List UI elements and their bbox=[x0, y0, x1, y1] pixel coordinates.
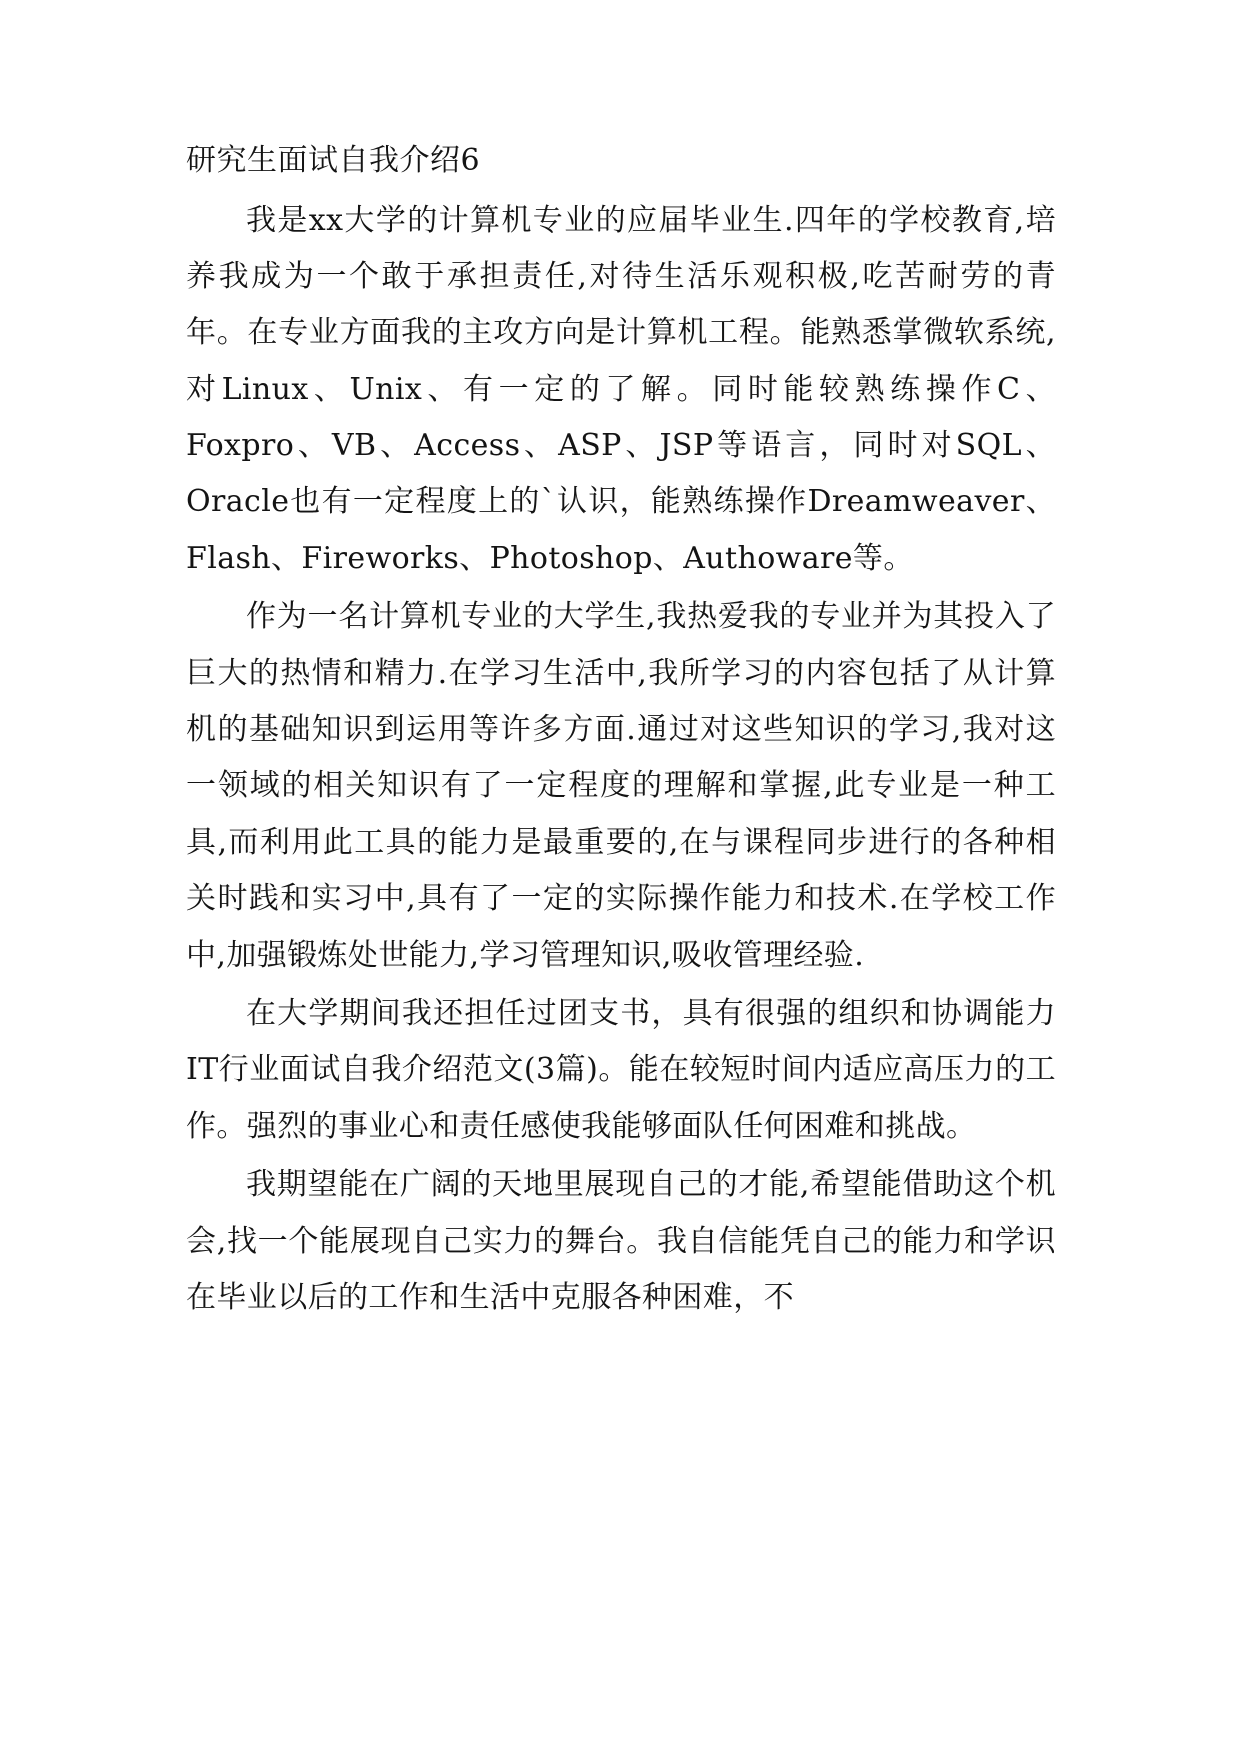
paragraph-1: 我是xx大学的计算机专业的应届毕业生.四年的学校教育,培养我成为一个敢于承担责任,对待生活乐观积极,吃苦耐劳的青年。在专业方面我的主攻方向是计算机工程。能熟悉掌微软系统,对Linux、Unix、有一定的了解。同时能较熟练操作C、Foxpro、VB、Access、ASP、JSP等语言，同时对SQL、Oracle也有一定程度上的`认识，能熟练操作Dreamweaver、Flash、Fireworks、Photoshop、Authoware等。 bbox=[186, 202, 1056, 576]
page-title: 研究生面试自我介绍6 bbox=[186, 143, 481, 178]
document-body bbox=[186, 138, 1056, 1326]
paragraph-3: 在大学期间我还担任过团支书，具有很强的组织和协调能力IT行业面试自我介绍范文(3篇)。能在较短时间内适应高压力的工作。强烈的事业心和责任感使我能够面队任何困难和挑战。 bbox=[186, 995, 1056, 1144]
paragraph-2: 作为一名计算机专业的大学生,我热爱我的专业并为其投入了巨大的热情和精力.在学习生活中,我所学习的内容包括了从计算机的基础知识到运用等许多方面.通过对这些知识的学习,我对这一领域的相关知识有了一定程度的理解和掌握,此专业是一种工具,而利用此工具的能力是最重要的,在与课程同步进行的各种相关时践和实习中,具有了一定的实际操作能力和技术.在学校工作中,加强锻炼处世能力,学习管理知识,吸收管理经验. bbox=[186, 599, 1056, 973]
paragraph-4: 我期望能在广阔的天地里展现自己的才能,希望能借助这个机会,找一个能展现自己实力的舞台。我自信能凭自己的能力和学识在毕业以后的工作和生活中克服各种困难，不 bbox=[186, 1167, 1056, 1315]
